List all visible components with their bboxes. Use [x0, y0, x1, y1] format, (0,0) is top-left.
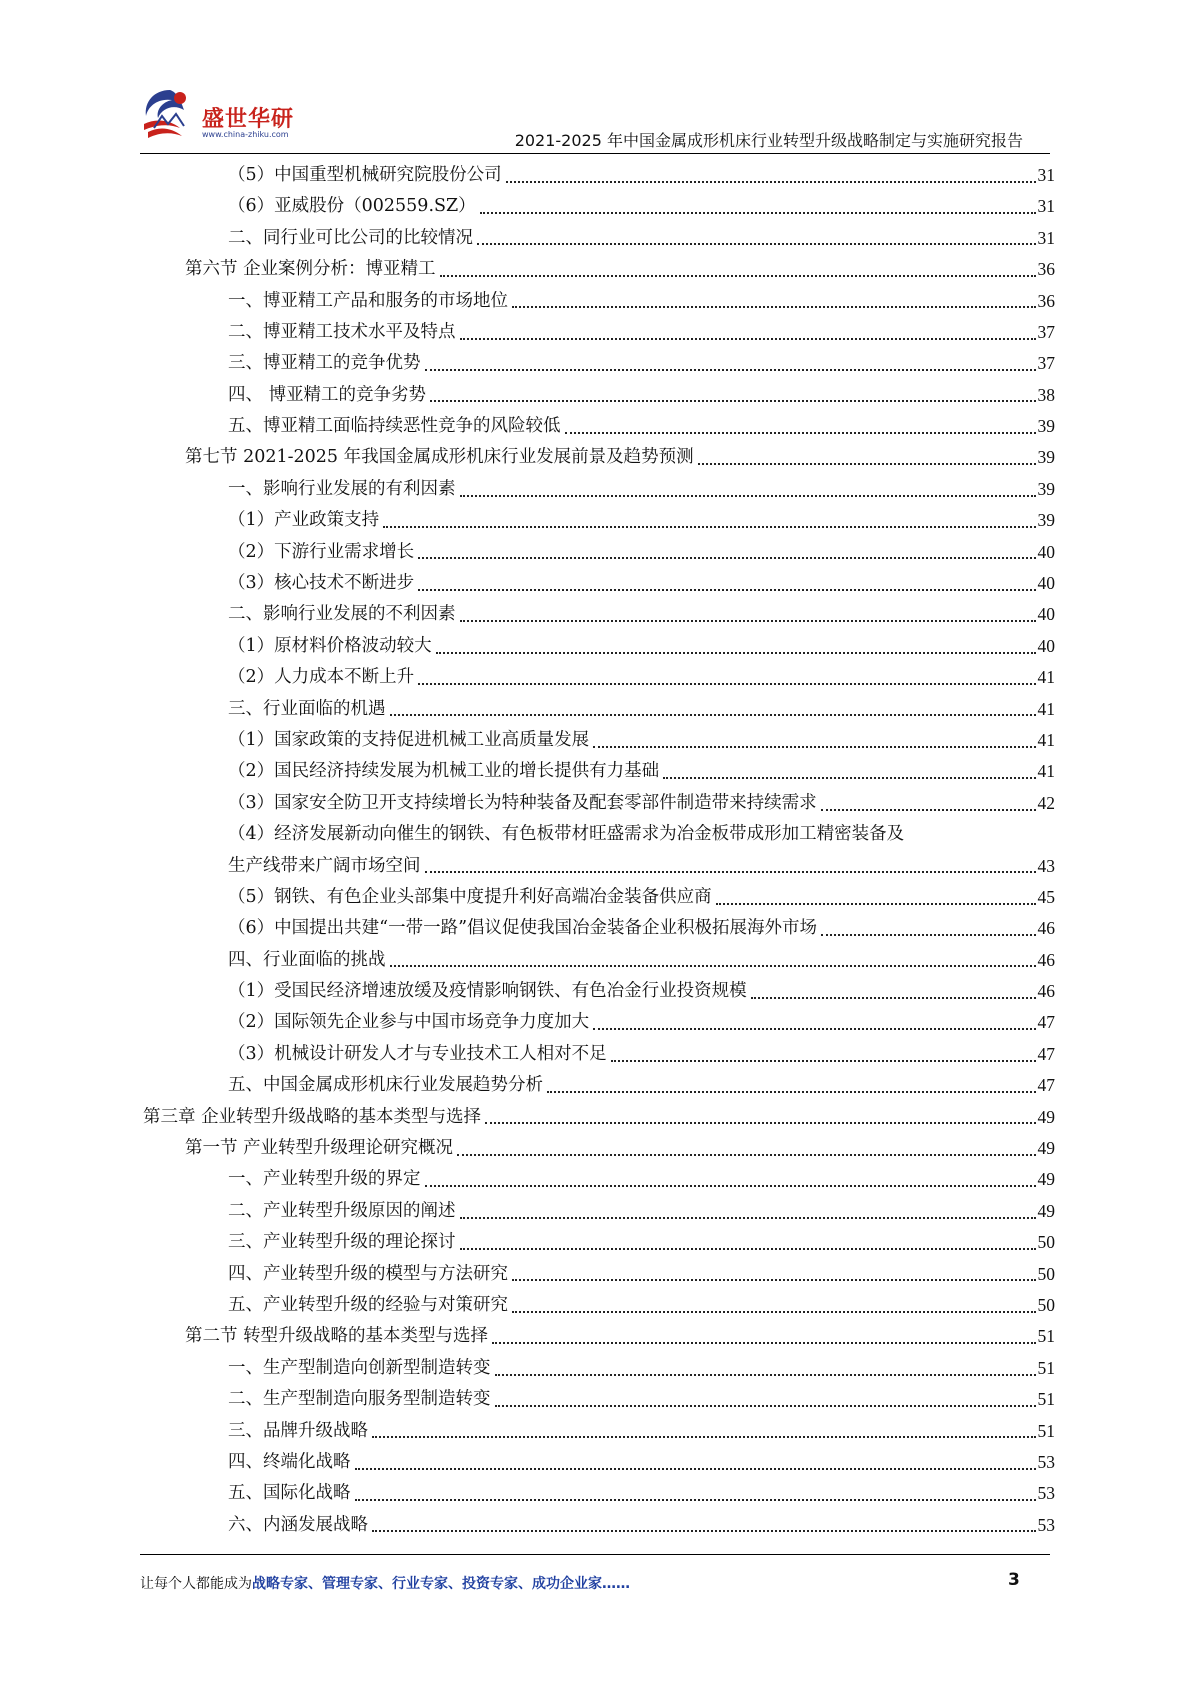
- toc-leader-dots: [460, 495, 1036, 497]
- toc-entry-label: （2）人力成本不断上升: [228, 667, 415, 688]
- toc-entry[interactable]: [0, 505, 1055, 536]
- toc-entry[interactable]: [0, 254, 1055, 285]
- toc-leader-dots: [821, 809, 1036, 811]
- toc-entry-page: 43: [1037, 855, 1055, 876]
- toc-entry-label: 五、产业转型升级的经验与对策研究: [228, 1295, 508, 1315]
- toc-entry[interactable]: [0, 1510, 1055, 1541]
- toc-leader-dots: [663, 777, 1035, 779]
- toc-entry[interactable]: [0, 1227, 1055, 1258]
- toc-entry[interactable]: [0, 411, 1055, 442]
- toc-leader-dots: [460, 1217, 1036, 1219]
- toc-entry-label: 三、行业面临的机遇: [228, 698, 386, 719]
- toc-entry-label: 一、博亚精工产品和服务的市场地位: [228, 290, 508, 311]
- toc-entry-label: （6）中国提出共建“一带一路”倡议促使我国冶金装备企业积极拓展海外市场: [228, 918, 818, 939]
- toc-entry[interactable]: [0, 599, 1055, 630]
- toc-entry-page: 39: [1037, 416, 1055, 437]
- logo-name: 盛世华研: [202, 107, 295, 132]
- toc-leader-dots: [436, 652, 1036, 654]
- toc-entry-page: 50: [1037, 1232, 1055, 1253]
- page-header: [0, 0, 1191, 160]
- toc-entry-label: 四、产业转型升级的模型与方法研究: [228, 1263, 508, 1284]
- toc-entry-label: （5）中国重型机械研究院股份公司: [228, 164, 502, 185]
- toc-entry-label: （4）经济发展新动向催生的钢铁、有色板带材旺盛需求为冶金板带成形加工精密装备及: [228, 824, 905, 845]
- toc-leader-dots: [457, 1154, 1035, 1156]
- toc-entry-page: 46: [1037, 918, 1055, 939]
- toc-leader-dots: [430, 400, 1035, 402]
- toc-entry[interactable]: [0, 380, 1055, 411]
- toc-leader-dots: [460, 338, 1036, 340]
- toc-entry-label: 五、博亚精工面临持续恶性竞争的风险较低: [228, 416, 561, 437]
- toc-entry-page: 47: [1037, 1075, 1055, 1096]
- toc-leader-dots: [355, 1499, 1036, 1501]
- toc-entry-page: 40: [1037, 635, 1055, 656]
- toc-entry-label: 一、产业转型升级的界定: [228, 1169, 421, 1190]
- toc-leader-dots: [698, 463, 1036, 465]
- toc-entry-page: 50: [1037, 1295, 1055, 1315]
- toc-entry-label: （6）亚威股份（002559.SZ）: [228, 196, 476, 217]
- toc-entry[interactable]: [0, 662, 1055, 693]
- toc-entry-label: 五、国际化战略: [228, 1483, 351, 1504]
- toc-leader-dots: [477, 243, 1036, 245]
- toc-entry[interactable]: [0, 1133, 1055, 1164]
- toc-leader-dots: [593, 1028, 1035, 1030]
- toc-entry-label: 五、中国金属成形机床行业发展趋势分析: [228, 1075, 543, 1096]
- toc-leader-dots: [418, 589, 1035, 591]
- footer-divider: [140, 1554, 1050, 1555]
- company-logo: [140, 84, 310, 146]
- toc-entry-page: 40: [1037, 541, 1055, 562]
- toc-leader-dots: [492, 1342, 1035, 1344]
- toc-entry-page: 39: [1037, 510, 1055, 531]
- toc-entry-page: 39: [1037, 447, 1055, 468]
- toc-entry[interactable]: [0, 474, 1055, 505]
- toc-leader-dots: [480, 212, 1036, 214]
- toc-entry-label: 第七节 2021-2025 年我国金属成形机床行业发展前景及趋势预测: [185, 447, 694, 468]
- toc-leader-dots: [512, 1279, 1036, 1281]
- toc-entry-page: 41: [1037, 761, 1055, 782]
- toc-entry-page: 41: [1037, 667, 1055, 688]
- toc-entry-page: 36: [1037, 290, 1055, 311]
- toc-entry[interactable]: [0, 788, 1055, 819]
- toc-leader-dots: [495, 1374, 1036, 1376]
- toc-entry[interactable]: [0, 1008, 1055, 1039]
- toc-entry-label: 第三章 企业转型升级战略的基本类型与选择: [143, 1106, 482, 1127]
- toc-entry-label: 六、内涵发展战略: [228, 1514, 368, 1535]
- toc-entry-label: 四、行业面临的挑战: [228, 949, 386, 970]
- toc-entry[interactable]: [0, 223, 1055, 254]
- toc-leader-dots: [460, 1248, 1036, 1250]
- toc-entry-label: 三、产业转型升级的理论探讨: [228, 1232, 456, 1253]
- toc-leader-dots: [565, 432, 1036, 434]
- toc-entry[interactable]: [0, 1102, 1055, 1133]
- logo-url: www.china-zhiku.com: [202, 130, 289, 139]
- toc-entry-page: 53: [1037, 1514, 1055, 1535]
- toc-entry-page: 51: [1037, 1420, 1055, 1441]
- toc-entry[interactable]: [0, 191, 1055, 222]
- toc-entry-page: 42: [1037, 792, 1055, 813]
- toc-entry-page: 47: [1037, 1012, 1055, 1033]
- toc-leader-dots: [716, 903, 1036, 905]
- toc-entry[interactable]: [0, 1353, 1055, 1384]
- toc-entry-page: 46: [1037, 949, 1055, 970]
- toc-entry-page: 31: [1037, 196, 1055, 217]
- footer-slogan: [140, 1573, 630, 1593]
- toc-entry-label: （5）钢铁、有色企业头部集中度提升利好高端冶金装备供应商: [228, 886, 712, 907]
- toc-entry[interactable]: [0, 976, 1055, 1007]
- toc-entry-page: 51: [1037, 1326, 1055, 1347]
- toc-entry-page: 49: [1037, 1169, 1055, 1190]
- toc-entry[interactable]: [0, 348, 1055, 379]
- toc-entry-page: 31: [1037, 227, 1055, 248]
- toc-entry[interactable]: [0, 1165, 1055, 1196]
- toc-leader-dots: [821, 934, 1035, 936]
- toc-entry-label: 一、影响行业发展的有利因素: [228, 478, 456, 499]
- toc-leader-dots: [372, 1436, 1036, 1438]
- toc-entry-label: 二、博亚精工技术水平及特点: [228, 321, 456, 342]
- toc-leader-dots: [355, 1468, 1036, 1470]
- toc-entry-label: （1）产业政策支持: [228, 510, 380, 531]
- toc-entry[interactable]: [0, 945, 1055, 976]
- toc-entry-label: （1）国家政策的支持促进机械工业高质量发展: [228, 729, 590, 750]
- toc-entry[interactable]: [0, 1039, 1055, 1070]
- toc-leader-dots: [593, 746, 1035, 748]
- toc-entry-label: 第二节 转型升级战略的基本类型与选择: [185, 1326, 489, 1347]
- toc-leader-dots: [390, 714, 1036, 716]
- page-number: 3: [1008, 1570, 1020, 1590]
- toc-entry-label: 第一节 产业转型升级理论研究概况: [185, 1138, 454, 1159]
- toc-entry[interactable]: [0, 913, 1055, 944]
- toc-entry-page: 49: [1037, 1106, 1055, 1127]
- toc-entry-page: 38: [1037, 384, 1055, 405]
- toc-entry-page: 39: [1037, 478, 1055, 499]
- toc-leader-dots: [425, 1185, 1036, 1187]
- toc-leader-dots: [547, 1091, 1036, 1093]
- toc-entry-page: 51: [1037, 1389, 1055, 1410]
- toc-entry-page: 46: [1037, 981, 1055, 1002]
- report-title: 2021-2025 年中国金属成形机床行业转型升级战略制定与实施研究报告: [514, 131, 1023, 150]
- toc-leader-dots: [485, 1122, 1035, 1124]
- toc-leader-dots: [425, 369, 1036, 371]
- toc-entry-page: 40: [1037, 573, 1055, 594]
- toc-entry-label: 三、品牌升级战略: [228, 1420, 368, 1441]
- toc-entry[interactable]: [0, 160, 1055, 191]
- toc-entry-label: （2）国际领先企业参与中国市场竞争力度加大: [228, 1012, 590, 1033]
- footer-slogan-highlight: 战略专家、管理专家、行业专家、投资专家、成功企业家……: [252, 1576, 630, 1592]
- toc-entry[interactable]: [0, 1384, 1055, 1415]
- toc-entry[interactable]: [0, 286, 1055, 317]
- toc-entry-label: 一、生产型制造向创新型制造转变: [228, 1357, 491, 1378]
- toc-leader-dots: [512, 306, 1036, 308]
- toc-entry-page: 49: [1037, 1200, 1055, 1221]
- toc-entry-label: 二、影响行业发展的不利因素: [228, 604, 456, 625]
- toc-entry-label: （3）国家安全防卫开支持续增长为特种装备及配套零部件制造带来持续需求: [228, 792, 817, 813]
- header-divider: [140, 153, 1050, 154]
- toc-entry-label: （3）核心技术不断进步: [228, 573, 415, 594]
- toc-entry[interactable]: [0, 1416, 1055, 1447]
- toc-leader-dots: [440, 275, 1036, 277]
- toc-leader-dots: [506, 181, 1036, 183]
- toc-entry-page: 41: [1037, 698, 1055, 719]
- toc-entry-label: （3）机械设计研发人才与专业技术工人相对不足: [228, 1043, 607, 1064]
- toc-entry-page: 51: [1037, 1357, 1055, 1378]
- toc-entry-page: 53: [1037, 1451, 1055, 1472]
- toc-entry-label: 四、终端化战略: [228, 1451, 351, 1472]
- toc-leader-dots: [611, 1060, 1036, 1062]
- toc-entry[interactable]: [0, 1290, 1055, 1321]
- toc-entry-page: 37: [1037, 321, 1055, 342]
- toc-entry[interactable]: [0, 1196, 1055, 1227]
- toc-entry-page: 45: [1037, 886, 1055, 907]
- toc-leader-dots: [512, 1311, 1036, 1313]
- toc-leader-dots: [383, 526, 1035, 528]
- toc-leader-dots: [751, 997, 1036, 999]
- toc-entry[interactable]: [0, 851, 1055, 882]
- toc-leader-dots: [418, 683, 1035, 685]
- toc-entry-label: （2）国民经济持续发展为机械工业的增长提供有力基础: [228, 761, 660, 782]
- toc-leader-dots: [372, 1530, 1036, 1532]
- toc-entry-page: 49: [1037, 1138, 1055, 1159]
- toc-entry-page: 37: [1037, 353, 1055, 374]
- toc-entry-label: 二、产业转型升级原因的阐述: [228, 1200, 456, 1221]
- toc-leader-dots: [495, 1405, 1036, 1407]
- toc-entry[interactable]: [0, 568, 1055, 599]
- toc-entry-label: 第六节 企业案例分析：博亚精工: [185, 259, 436, 280]
- toc-entry-label: 三、博亚精工的竞争优势: [228, 353, 421, 374]
- toc-entry-label: 二、同行业可比公司的比较情况: [228, 227, 473, 248]
- toc-entry-label: （2）下游行业需求增长: [228, 541, 415, 562]
- toc-entry[interactable]: [0, 631, 1055, 662]
- toc-entry-label: 生产线带来广阔市场空间: [228, 855, 421, 876]
- toc-leader-dots: [418, 557, 1035, 559]
- toc-entry[interactable]: [0, 537, 1055, 568]
- toc-leader-dots: [460, 620, 1036, 622]
- toc-leader-dots: [390, 965, 1036, 967]
- toc-entry-page: 50: [1037, 1263, 1055, 1284]
- toc-entry[interactable]: [0, 1447, 1055, 1478]
- toc-entry-label: （1）原材料价格波动较大: [228, 635, 432, 656]
- toc-entry-label: 二、生产型制造向服务型制造转变: [228, 1389, 491, 1410]
- toc-entry[interactable]: [0, 317, 1055, 348]
- toc-entry[interactable]: [0, 819, 1055, 850]
- toc-entry-page: 31: [1037, 164, 1055, 185]
- toc-entry-label: （1）受国民经济增速放缓及疫情影响钢铁、有色冶金行业投资规模: [228, 981, 747, 1002]
- toc-leader-dots: [425, 871, 1036, 873]
- logo-emblem-icon: [140, 84, 200, 144]
- toc-entry-page: 47: [1037, 1043, 1055, 1064]
- toc-entry[interactable]: [0, 1321, 1055, 1352]
- footer-slogan-lead: 让每个人都能成为: [140, 1576, 252, 1592]
- toc-entry-label: 四、 博亚精工的竞争劣势: [228, 384, 427, 405]
- toc-entry-page: 41: [1037, 729, 1055, 750]
- toc-entry-page: 53: [1037, 1483, 1055, 1504]
- toc-entry[interactable]: [0, 1478, 1055, 1509]
- toc-entry-page: 40: [1037, 604, 1055, 625]
- toc-entry[interactable]: [0, 1070, 1055, 1101]
- toc-entry[interactable]: [0, 882, 1055, 913]
- toc-entry[interactable]: [0, 694, 1055, 725]
- toc-entry-page: 36: [1037, 259, 1055, 280]
- table-of-contents: [0, 160, 1191, 1541]
- toc-entry[interactable]: [0, 756, 1055, 787]
- toc-entry[interactable]: [0, 725, 1055, 756]
- toc-entry[interactable]: [0, 1259, 1055, 1290]
- toc-entry[interactable]: [0, 443, 1055, 474]
